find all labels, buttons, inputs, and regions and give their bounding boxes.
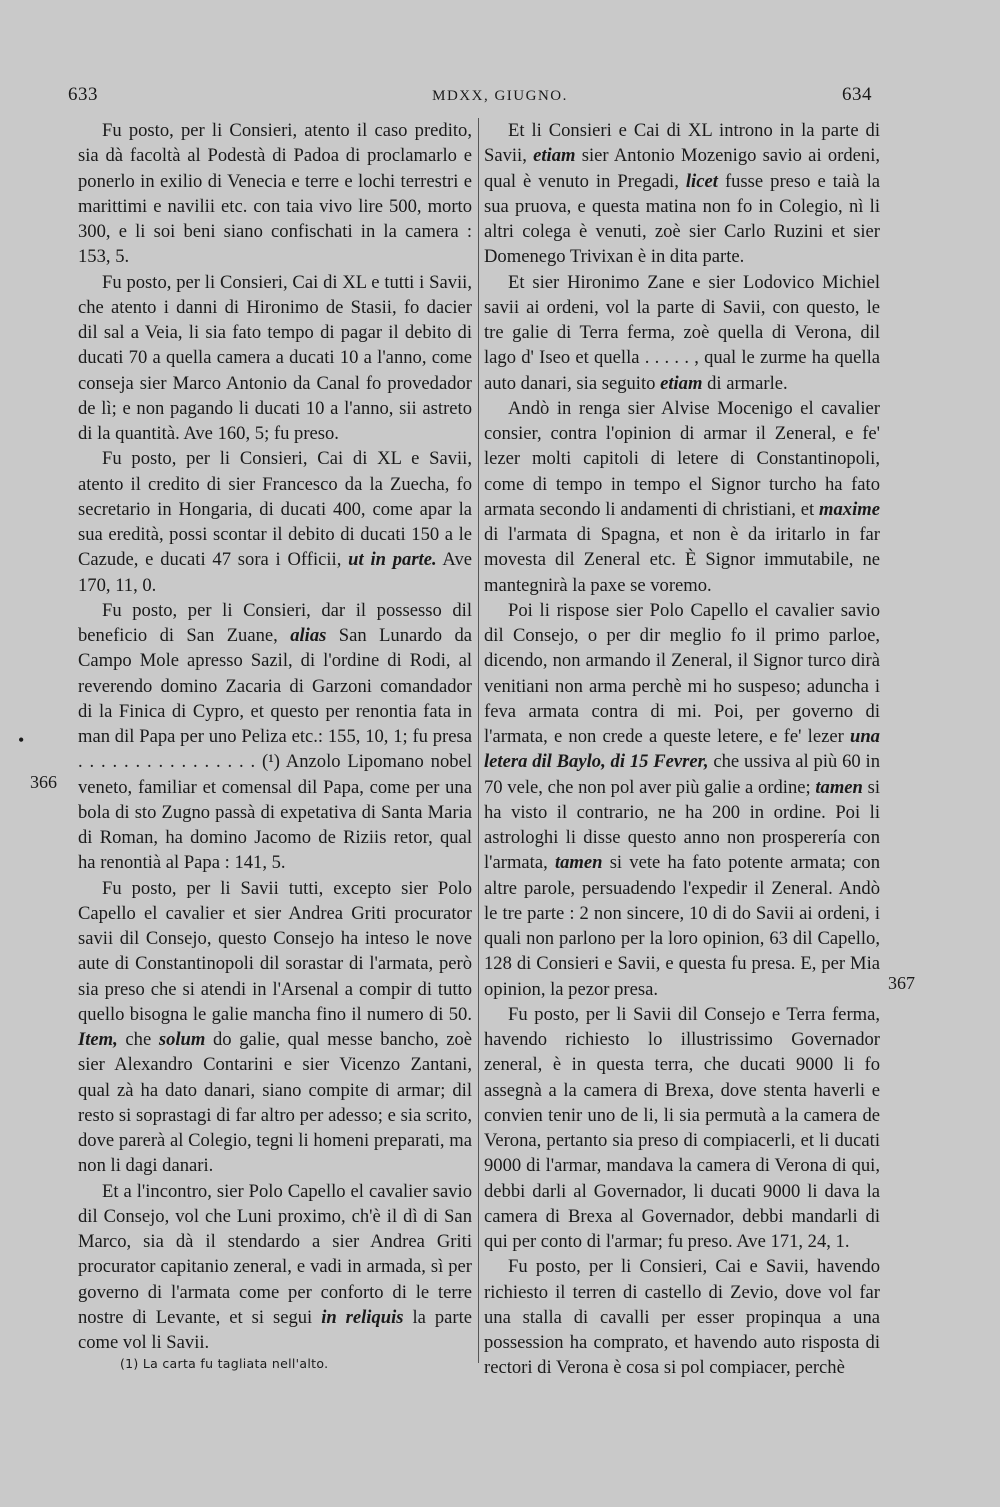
footnote: (1) La carta fu tagliata nell'alto. [120, 1356, 329, 1372]
paragraph: Fu posto, per li Consieri, Cai di XL e tutti i Savii, che atento i danni di Hironimo de Stasii, fo dacier dil sal a Veia, li sia fato tempo di pagar il debito di ducati 70 a quella camera a ducati 10 a l'anno, come conseja sier Marco Antonio da Canal fo provedador de lì; e non pagando li ducati 10 a l'anno, sii astreto di la quantità. Ave 160, 5; fu preso. [78, 271, 472, 444]
page-number-left: 633 [68, 84, 98, 105]
running-title: MDXX, GIUGNO. [432, 88, 568, 104]
paragraph: Fu posto, per li Savii dil Consejo e Terra ferma, havendo richiesto lo illustrissimo Governador zeneral, è in questa terra, che ducati 9000 li fo assegnà a la camera di Brexa, dove stenta haverli e convien tenir uno de li, li sia permutà a la camera de Verona, pertanto sia preso di compiacerli, et li ducati 9000 di l'armar, mandava la camera di Verona di qui, debbi darli al Governador, li ducati 9000 li dava la camera di Brexa al Governador, debbi mandarli di qui per conto di l'armar; fu preso. Ave 171, 24, 1. [484, 1003, 880, 1252]
margin-dot: • [18, 730, 25, 750]
page-number-right: 634 [842, 84, 872, 105]
paragraph: Fu posto, per li Consieri, Cai di XL e Savii, atento il credito di sier Francesco da la Zuecha, fo secretario in Hongaria, di ducati 400, come apar la sua eredità, possi scontar il debito di ducati 150 a le Cazude, e ducati 47 sora i Officii, ut in parte. Ave 170, 11, 0. [78, 448, 472, 596]
paragraph: Fu posto, per li Consieri, Cai e Savii, havendo richiesto il terren di castello di Zevio, dove vol far una stalla di cavalli per esser propinqua a una possession ha comprato, et havendo auto risposta di rectori di Verona è cosa si pol compiacer, perchè [484, 1256, 880, 1379]
paragraph: Fu posto, per li Consieri, dar il possesso dil beneficio di San Zuane, alias San Lunardo da Campo Mole apresso Sazil, di l'ordine di Rodi, al reverendo domino Zacaria di Garzoni comandador di la Finica di Cypro, et questo per renontia fata in man dil Papa per uno Peliza etc.: 155, 10, 1; fu presa . . . . . . . . . . . . . . . . (¹) Anzolo Lipomano nobel veneto, familiar et comensal dil Papa, come per una bola di sto Zugno passà di expetativa di Santa Maria di Roman, ha domino Jacomo de Riziis retor, qual ha renontià al Papa : 141, 5. [78, 599, 473, 874]
paragraph: Et li Consieri e Cai di XL introno in la parte di Savii, etiam sier Antonio Mozenigo savio ai ordeni, qual è venuto in Pregadi, licet fusse preso e taià la sua pruova, e questa matina non fo in Colegio, nì li altri colega è venuti, zoè sier Carlo Ruzini et sier Domenego Trivixan è in dita parte. [484, 120, 881, 268]
paragraph: Et a l'incontro, sier Polo Capello el cavalier savio dil Consejo, vol che Luni proximo, ch'è il dì di San Marco, sia dà il stendardo a sier Andrea Griti procurator capitanio zeneral, e vadi in armada, sì per governo di l'armata come per conforto di le terre nostre di Levante, et si segui in reliquis la parte come vol li Savii. [78, 1180, 472, 1353]
paragraph: Poi li rispose sier Polo Capello el cavalier savio dil Consejo, o per dir meglio fo il primo parloe, dicendo, non armando il Zeneral, il Signor turco dirà venitiani non arma perchè mi ho suspeso; adunchа i feva armata contra di mi. Poi, per governo di l'armata, e non crede a queste letere, e fe' lezer una letera dil Baylo, di 15 Fevrer, che ussiva al più 60 in 70 vele, che non pol aver più galie a ordine; tamen si ha visto il contrario, ne ha 200 in ordine. Poi li astrologhi li disse questo anno non prosperería con l'armata, tamen si vete ha fato potente armata; con altre parole, persuadendo l'expedir il Zeneral. Andò le tre parte : 2 non sincere, 10 di do Savii ai ordeni, i quali non parlono per la loro opinion, 63 dil Capello, 128 di Consieri e Savii, e questa fu presa. E, per Mia opinion, la pezor presa. [484, 599, 881, 1000]
left-column [78, 118, 472, 1373]
margin-number-left: 366 [30, 772, 57, 792]
margin-number-right: 367 [888, 973, 915, 993]
paragraph: Fu posto, per li Savii tutti, excepto sier Polo Capello el cavalier et sier Andrea Griti procurator savii dil Consejo, questo Consejo ha inteso le nove aute di Constantinopoli dil sorastar di l'armata, però sia preso che si atendi in l'Arsenal a compir di tutto quello bisogna le galie mancha fino il numero di 50. Item, che solum do galie, qual messe bancho, zoè sier Alexandro Contarini e sier Vicenzo Zantani, qual zà ha dato danari, siano compite di armar; dil resto si soprastagi di far altro per adesso; e sia scrito, dove parerà al Colegio, tegni li homeni preparati, ma non li dagi danari. [78, 877, 473, 1177]
paragraph: Fu posto, per li Consieri, atento il caso predito, sia dà facoltà al Podestà di Padoa di proclamarlo e ponerlo in exilio di Venecia e terre e lochi terrestri e marittimi e navilii etc. con taia vivo lire 500, morto 300, e li soi beni siano confischati in la camera : 153, 5. [78, 120, 472, 268]
paragraph: Et sier Hironimo Zane e sier Lodovico Michiel savii ai ordeni, vol la parte di Savii, con questo, le tre galie di Terra ferma, zoè quella di Verona, dil lago d' Iseo et quella . . . . . , qual le zurme ha quella auto danari, sia seguito etiam di armarle. [484, 271, 880, 394]
paragraph: Andò in renga sier Alvise Mocenigo el cavalier consier, contra l'opinion di armar il Zeneral, e fe' lezer molti capitoli di letere di Constantinopoli, come di tempo in tempo el Signor turcho ha fato armata secondo li andamenti di christiani, et maxime di l'armata di Spagna, et non è da iritarlo in far movesta dil Zeneral etc. È Signor immutabile, ne mantegnirà la paxe se voremo. [484, 397, 880, 596]
right-column [484, 118, 880, 1381]
column-divider [478, 118, 479, 1363]
